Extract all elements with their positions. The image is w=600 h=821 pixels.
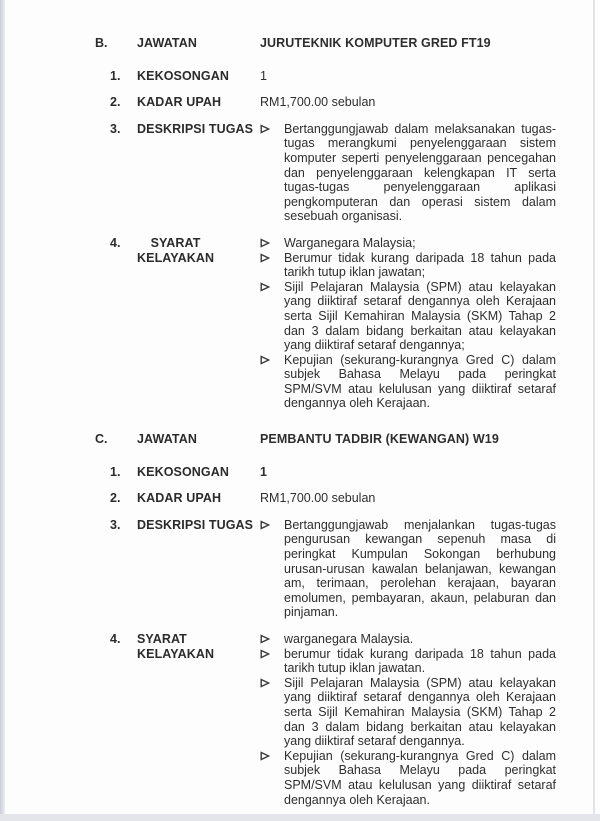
list-item xyxy=(260,647,556,676)
bullet-text: Sijil Pelajaran Malaysia (SPM) atau kelayakan yang diiktiraf setaraf dengannya oleh Kerajaan serta Sijil Kemahiran Malaysia (SKM) Tahap 2 dan 3 dalam bidang berkaitan atau kelayakan yang diiktiraf setaraf dengannya; xyxy=(284,279,556,353)
item-number: 4. xyxy=(110,235,121,250)
item-number: 1. xyxy=(110,464,121,479)
item-number: 3. xyxy=(110,517,121,532)
arrow-bullet-icon xyxy=(260,280,284,292)
list-item xyxy=(260,122,556,224)
section-letter: B. xyxy=(95,36,108,50)
list-item xyxy=(260,251,556,280)
arrow-bullet-icon xyxy=(260,749,284,761)
kekosongan-row xyxy=(95,465,556,480)
kadar-upah-row xyxy=(95,95,556,110)
arrow-bullet-icon xyxy=(260,676,284,688)
bullet-text: Berumur tidak kurang daripada 18 tahun pada tarikh tutup iklan jawatan; xyxy=(284,250,556,280)
syarat-kelayakan-row xyxy=(95,236,556,411)
list-item xyxy=(260,749,556,807)
item-label: KEKOSONGAN xyxy=(137,464,229,479)
section-header-row xyxy=(95,432,556,447)
bullet-text: warganegara Malaysia. xyxy=(284,632,414,646)
jawatan-label: JAWATAN xyxy=(137,36,197,50)
item-label: KADAR UPAH xyxy=(137,491,222,506)
arrow-bullet-icon xyxy=(260,518,284,530)
bullet-text: Warganegara Malaysia; xyxy=(284,235,416,250)
item-value: RM1,700.00 sebulan xyxy=(260,491,376,506)
item-value: RM1,700.00 sebulan xyxy=(260,95,376,110)
item-number: 2. xyxy=(110,95,121,110)
item-label-line2: KELAYAKAN xyxy=(137,646,215,661)
bullet-text: Sijil Pelajaran Malaysia (SPM) atau kelayakan yang diiktiraf setaraf dengannya oleh Kerajaan serta Sijil Kemahiran Malaysia (SKM) Tahap 2 dan 3 dalam bidang berkaitan atau kelayakan yang diiktiraf setaraf dengannya. xyxy=(284,675,556,749)
bullet-list xyxy=(260,518,556,620)
item-label-line1: SYARAT xyxy=(150,235,201,250)
bullet-text: Bertanggungjawab menjalankan tugas-tugas pengurusan kewangan sepenuh masa di peringkat Kumpulan Sokongan berhubung urusan-urusan kawalan belanjawan, kewangan am, terimaan, perolehan kerajaan, bayaran emolumen, pembayaran, akaun, pelaburan dan pinjaman. xyxy=(284,517,556,620)
section-letter: C. xyxy=(95,432,108,447)
bullet-text: Kepujian (sekurang-kurangnya Gred C) dalam subjek Bahasa Melayu pada peringkat SPM/SVM atau kelulusan yang diiktiraf setaraf dengannya oleh Kerajaan. xyxy=(284,748,556,807)
item-label: DESKRIPSI TUGAS xyxy=(137,121,254,136)
item-number: 4. xyxy=(110,632,121,646)
job-section-b xyxy=(95,36,556,411)
item-label-line2: KELAYAKAN xyxy=(137,250,215,265)
arrow-bullet-icon xyxy=(260,632,284,644)
bullet-text: Kepujian (sekurang-kurangnya Gred C) dalam subjek Bahasa Melayu pada peringkat SPM/SVM atau kelulusan yang diiktiraf setaraf dengannya oleh Kerajaan. xyxy=(284,352,556,411)
list-item xyxy=(260,280,556,353)
deskripsi-tugas-row xyxy=(95,122,556,224)
scan-edge-right xyxy=(593,0,595,821)
item-label xyxy=(137,632,260,807)
item-value: 1 xyxy=(260,68,267,83)
arrow-bullet-icon xyxy=(260,647,284,659)
scan-edge-bottom xyxy=(0,814,600,821)
job-title: PEMBANTU TADBIR (KEWANGAN) W19 xyxy=(260,432,499,447)
arrow-bullet-icon xyxy=(260,353,284,365)
list-item xyxy=(260,676,556,749)
item-label: DESKRIPSI TUGAS xyxy=(137,517,254,532)
arrow-bullet-icon xyxy=(260,251,284,263)
kadar-upah-row xyxy=(95,491,556,506)
arrow-bullet-icon xyxy=(260,236,284,248)
bullet-text: berumur tidak kurang daripada 18 tahun pada tarikh tutup iklan jawatan. xyxy=(284,646,556,676)
arrow-bullet-icon xyxy=(260,122,284,134)
item-number: 2. xyxy=(110,491,121,506)
list-item xyxy=(260,236,556,251)
list-item xyxy=(260,632,556,647)
job-title: JURUTEKNIK KOMPUTER GRED FT19 xyxy=(260,36,491,50)
deskripsi-tugas-row xyxy=(95,518,556,620)
item-label: KADAR UPAH xyxy=(137,95,222,110)
syarat-kelayakan-row xyxy=(95,632,556,807)
job-section-c xyxy=(95,432,556,807)
bullet-list xyxy=(260,632,556,807)
jawatan-label: JAWATAN xyxy=(137,432,197,447)
bullet-list xyxy=(260,236,556,411)
list-item xyxy=(260,518,556,620)
item-label: KEKOSONGAN xyxy=(137,68,229,83)
bullet-list xyxy=(260,122,556,224)
list-item xyxy=(260,353,556,411)
scan-edge-left xyxy=(0,0,5,821)
item-number: 1. xyxy=(110,68,121,83)
item-label xyxy=(137,236,214,411)
bullet-text: Bertanggungjawab dalam melaksanakan tugas-tugas merangkumi penyelenggaraan sistem komputer seperti penyelenggaraan pencegahan dan penyelenggaraan kelengkapan IT serta tugas-tugas penyelenggaraan aplikasi pengkomputeran dan operasi sistem dalam sesebuah organisasi. xyxy=(284,121,556,224)
section-header-row xyxy=(95,36,556,51)
item-value: 1 xyxy=(260,464,267,479)
item-label-line1: SYARAT xyxy=(137,632,187,646)
kekosongan-row xyxy=(95,69,556,84)
item-number: 3. xyxy=(110,121,121,136)
